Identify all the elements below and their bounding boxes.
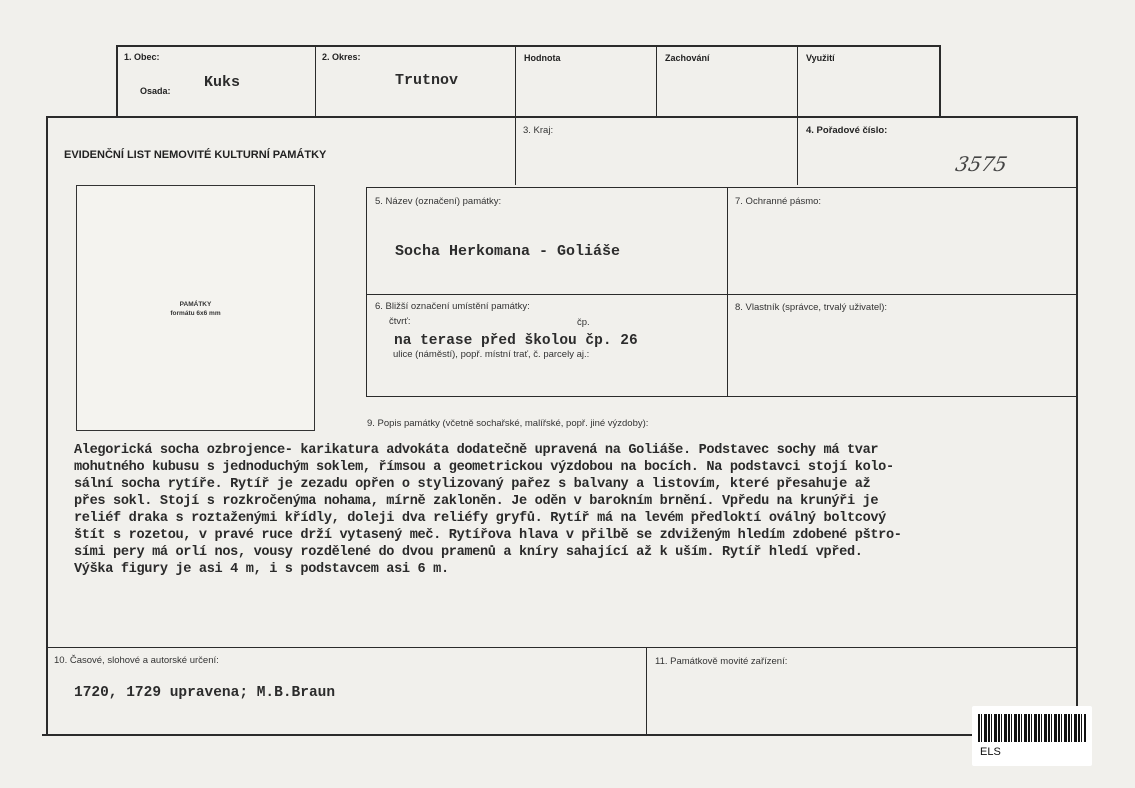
sec5-bottom xyxy=(366,294,1077,295)
popis-line: štít s rozetou, v pravé ruce drží vytasený meč. Rytířova hlava v přilbě se zdviženým hledím zdobené pštro- xyxy=(74,528,902,543)
photo-placeholder xyxy=(76,185,315,431)
ulice-label: ulice (náměstí), popř. místní trať, č. parcely aj.: xyxy=(393,349,590,360)
popis-line: mohutného kubusu s jednoduchým soklem, římsou a geometrickou výzdobou na bocích. Na podstavci stojí kolo- xyxy=(74,460,894,475)
osada-label: Osada: xyxy=(140,86,171,96)
form-right-border xyxy=(1076,116,1078,736)
sec10-divider xyxy=(646,647,647,735)
sec10-top xyxy=(47,647,1077,648)
row1-bottom xyxy=(366,187,1077,188)
poradove-value: 3575 xyxy=(953,152,1010,176)
photo-label-2: formátu 6x6 mm xyxy=(170,310,221,317)
nazev-label: 5. Název (označení) památky: xyxy=(375,196,502,207)
ochranne-label: 7. Ochranné pásmo: xyxy=(735,196,822,207)
zarazeni-label: 10. Časové, slohové a autorské určení: xyxy=(54,655,219,666)
popis-line: přes sokl. Stojí s rozkročenýma nohama, mírně zakloněn. Je oděn v barokním brnění. Vpředu na krunýři je xyxy=(74,494,879,509)
header-divider-4 xyxy=(797,45,798,185)
nazev-value: Socha Herkomana - Goliáše xyxy=(395,243,621,260)
header-right-border xyxy=(939,45,941,117)
barcode-icon xyxy=(978,714,1086,742)
obec-value: Kuks xyxy=(204,74,241,91)
popis-line: sími pery má orlí nos, vousy rozdělené do dvou pramenů a kníry sahající až k uším. Rytíř hledí vpřed. xyxy=(74,545,863,560)
form-title: EVIDENČNÍ LIST NEMOVITÉ KULTURNÍ PAMÁTKY xyxy=(64,149,327,161)
barcode-label: ELS xyxy=(980,746,1001,758)
header-divider-3 xyxy=(656,45,657,117)
vlastnik-label: 8. Vlastník (správce, trvalý uživatel): xyxy=(735,302,888,313)
okres-value: Trutnov xyxy=(395,72,459,89)
header-top-border xyxy=(116,45,940,47)
header-left-border xyxy=(116,45,118,117)
sec6-bottom xyxy=(366,396,1077,397)
popis-line: Výška figury je asi 4 m, i s podstavcem asi 6 m. xyxy=(74,562,449,577)
okres-label: 2. Okres: xyxy=(322,52,361,62)
popis-line: reliéf draka s roztaženými křídly, doleji dva reliéfy gryfů. Rytíř má na levém předloktí oválný boltcový xyxy=(74,511,886,526)
umisteni-label: 6. Bližší označení umístění památky: xyxy=(375,301,530,312)
form-bottom-border xyxy=(42,734,1078,736)
photo-label-1: PAMÁTKY xyxy=(179,301,212,308)
umisteni-value: na terase před školou čp. 26 xyxy=(394,333,638,349)
movite-label: 11. Památkově movité zařízení: xyxy=(655,656,788,667)
kraj-label: 3. Kraj: xyxy=(523,125,554,136)
vyuziti-label: Využití xyxy=(806,53,835,63)
form-left-border xyxy=(46,116,48,736)
cp-label: čp. xyxy=(577,317,590,328)
obec-label: 1. Obec: xyxy=(124,52,160,62)
zachovani-label: Zachování xyxy=(665,53,710,63)
popis-line: sální socha rytíře. Rytíř je zezadu opřen o stylizovaný pařez s balvany a listovím, které přesahuje až xyxy=(74,477,871,492)
sec5-right xyxy=(727,187,728,397)
sec5-left xyxy=(366,187,367,397)
popis-text xyxy=(74,442,1084,578)
barcode-sticker xyxy=(972,706,1092,766)
ctvrt-label: čtvrť: xyxy=(389,316,411,327)
hodnota-label: Hodnota xyxy=(524,53,561,63)
form-top-border xyxy=(47,116,1078,118)
zarazeni-value: 1720, 1729 upravena; M.B.Braun xyxy=(74,685,336,701)
popis-line: Alegorická socha ozbrojence- karikatura advokáta dodatečně upravená na Goliáše. Podstavec sochy má tvar xyxy=(74,443,879,458)
poradove-label: 4. Pořadové číslo: xyxy=(806,125,888,136)
header-divider-2 xyxy=(515,45,516,185)
popis-label: 9. Popis památky (včetně sochařské, malířské, popř. jiné výzdoby): xyxy=(367,418,649,429)
header-divider-1 xyxy=(315,45,316,117)
